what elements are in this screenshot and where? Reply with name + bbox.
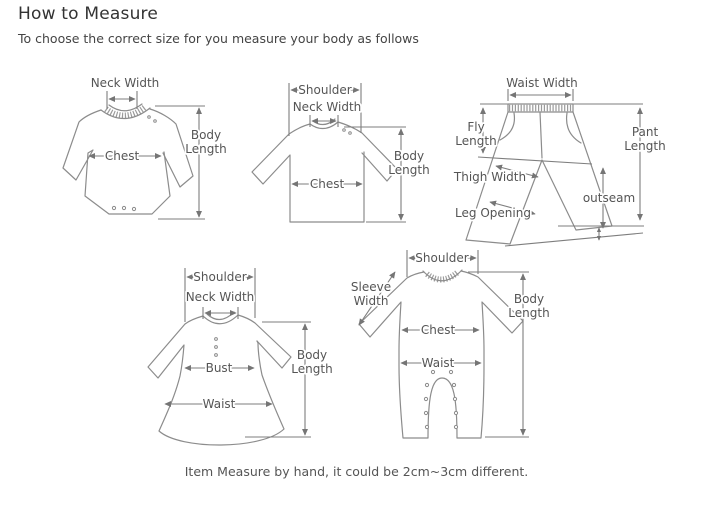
page-title: How to Measure [18, 4, 159, 24]
pants-leg-opening-label: Leg Opening [455, 206, 531, 220]
dress-neckline [203, 312, 238, 324]
dress-body-length-measure [245, 322, 311, 437]
dress-shoulder-label: Shoulder [193, 270, 247, 284]
bodysuit-chest-label: Chest [104, 149, 140, 163]
dress-diagram [148, 268, 333, 445]
pants-pant-length-label: Pant Length [624, 125, 666, 154]
dress-front-buttons [215, 338, 218, 357]
romper-shoulder-label: Shoulder [415, 251, 469, 265]
dress-right-sleeve [238, 315, 291, 368]
romper-diagram [351, 250, 550, 438]
tshirt-diagram [252, 83, 430, 222]
measure-note: Item Measure by hand, it could be 2cm~3cm different. [184, 464, 529, 479]
dress-bust-label: Bust [205, 361, 233, 375]
tshirt-body-length-label: Body Length [388, 149, 430, 178]
dress-outline [148, 316, 284, 445]
tshirt-shoulder-label: Shoulder [298, 83, 352, 97]
romper-chest-label: Chest [420, 323, 456, 337]
tshirt-neckline [310, 119, 338, 129]
bodysuit-body-length-measure [155, 106, 205, 219]
dress-body-length-label: Body Length [291, 348, 333, 377]
tshirt-outline [252, 124, 364, 222]
bodysuit-diagram [63, 76, 227, 219]
pants-outseam-label: outseam [582, 191, 636, 205]
pants-crotch-reference-line [478, 157, 592, 164]
pants-hem-reference-lines [505, 226, 644, 246]
dress-waist-label: Waist [202, 397, 236, 411]
romper-body-length-label: Body Length [508, 292, 550, 321]
pants-fly-seam [540, 112, 542, 158]
romper-collar [423, 270, 462, 281]
bodysuit-snap-buttons [112, 206, 135, 210]
pants-fly-length-label: Fly Length [455, 120, 497, 149]
romper-waist-label: Waist [421, 356, 455, 370]
tshirt-drawing [252, 119, 397, 222]
pants-waist-width-label: Waist Width [506, 76, 578, 90]
bodysuit-shoulder-buttons [148, 116, 157, 123]
pants-thigh-width-label: Thigh Width [453, 170, 527, 184]
dress-drawing [148, 312, 291, 445]
dress-neck-width-measure [203, 307, 238, 319]
bodysuit-body-length-label: Body Length [185, 128, 227, 157]
tshirt-neck-width-label: Neck Width [292, 100, 362, 114]
tshirt-shoulder-buttons [343, 129, 352, 135]
pants-diagram [453, 76, 666, 246]
pants-waist-width-measure [508, 89, 573, 101]
dress-neck-width-label: Neck Width [185, 290, 255, 304]
tshirt-chest-label: Chest [309, 177, 345, 191]
page-subtitle: To choose the correct size for you measure your body as follows [18, 31, 419, 46]
romper-sleeve-width-label: Sleeve Width [350, 280, 392, 309]
bodysuit-neck-width-label: Neck Width [90, 76, 160, 90]
